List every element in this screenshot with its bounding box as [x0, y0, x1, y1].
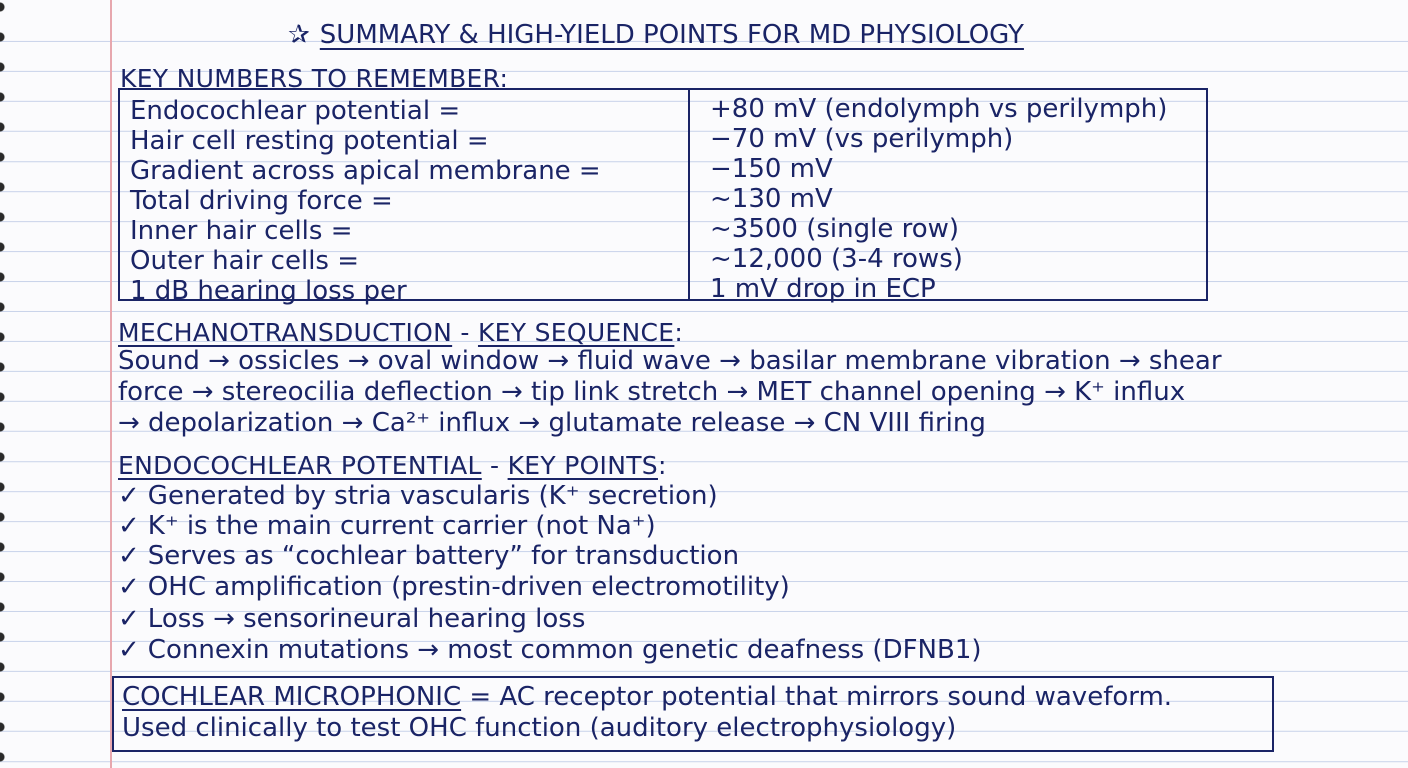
heading-separator: -	[452, 318, 478, 347]
table-row-value: +80 mV (endolymph vs perilymph)	[710, 94, 1168, 124]
star-icon: ✰	[288, 20, 310, 50]
sequence-line: Sound → ossicles → oval window → fluid wave → basilar membrane vibration → shear	[118, 346, 1222, 376]
key-numbers-heading: KEY NUMBERS TO REMEMBER:	[120, 64, 509, 93]
mechanotransduction-heading	[118, 318, 683, 347]
title-text: SUMMARY & HIGH-YIELD POINTS FOR MD PHYSIOLOGY	[319, 20, 1024, 50]
list-item	[118, 511, 656, 541]
microphonic-term: COCHLEAR MICROPHONIC	[122, 682, 462, 712]
list-item-text: Generated by stria vascularis (K⁺ secretion)	[147, 481, 718, 511]
heading-separator: -	[481, 451, 508, 480]
list-item-text: Connexin mutations → most common genetic deafness (DFNB1)	[147, 635, 982, 665]
heading-colon: :	[674, 318, 684, 347]
table-row-value: 1 mV drop in ECP	[710, 274, 936, 304]
list-item-text: OHC amplification (prestin-driven electromotility)	[147, 572, 790, 602]
list-item-text: K⁺ is the main current carrier (not Na⁺)	[147, 511, 656, 541]
microphonic-line: Used clinically to test OHC function (auditory electrophysiology)	[122, 713, 957, 743]
list-item	[118, 481, 718, 511]
check-icon: ✓	[118, 541, 140, 571]
table-row-label: Inner hair cells =	[130, 216, 353, 246]
heading-colon: :	[657, 451, 667, 480]
list-item-text: Loss → sensorineural hearing loss	[147, 604, 586, 634]
table-row-label: Outer hair cells =	[130, 246, 360, 276]
heading-part: MECHANOTRANSDUCTION	[118, 318, 453, 347]
check-icon: ✓	[118, 572, 140, 602]
check-icon: ✓	[118, 604, 140, 634]
check-icon: ✓	[118, 635, 140, 665]
table-row-value: ~130 mV	[710, 184, 833, 214]
table-row-label: Gradient across apical membrane =	[130, 156, 601, 186]
table-row-label: Endocochlear potential =	[130, 96, 461, 126]
heading-part: ENDOCOCHLEAR POTENTIAL	[118, 451, 482, 480]
list-item-text: Serves as “cochlear battery” for transduction	[147, 541, 740, 571]
table-row-value: ~3500 (single row)	[710, 214, 960, 244]
heading-part: KEY SEQUENCE	[477, 318, 675, 347]
list-item	[118, 572, 790, 602]
check-icon: ✓	[118, 481, 140, 511]
margin-line	[110, 0, 112, 768]
page-title	[288, 20, 1024, 50]
table-row-value: −70 mV (vs perilymph)	[710, 124, 1014, 154]
table-divider	[688, 90, 690, 301]
table-row-value: −150 mV	[710, 154, 833, 184]
list-item	[118, 541, 739, 571]
table-row-value: ~12,000 (3-4 rows)	[710, 244, 963, 274]
microphonic-definition: = AC receptor potential that mirrors sound waveform.	[461, 682, 1173, 712]
endocochlear-heading	[118, 451, 667, 480]
list-item	[118, 635, 982, 665]
heading-part: KEY POINTS	[507, 451, 658, 480]
sequence-line: force → stereocilia deflection → tip link stretch → MET channel opening → K⁺ influx	[118, 377, 1186, 407]
check-icon: ✓	[118, 511, 140, 541]
spiral-binding	[0, 0, 10, 768]
list-item	[118, 604, 585, 634]
sequence-line: → depolarization → Ca²⁺ influx → glutamate release → CN VIII firing	[118, 408, 986, 438]
table-row-label: Hair cell resting potential =	[130, 126, 489, 156]
table-row-label: 1 dB hearing loss per	[130, 276, 407, 306]
table-row-label: Total driving force =	[130, 186, 393, 216]
microphonic-line	[122, 682, 1172, 712]
